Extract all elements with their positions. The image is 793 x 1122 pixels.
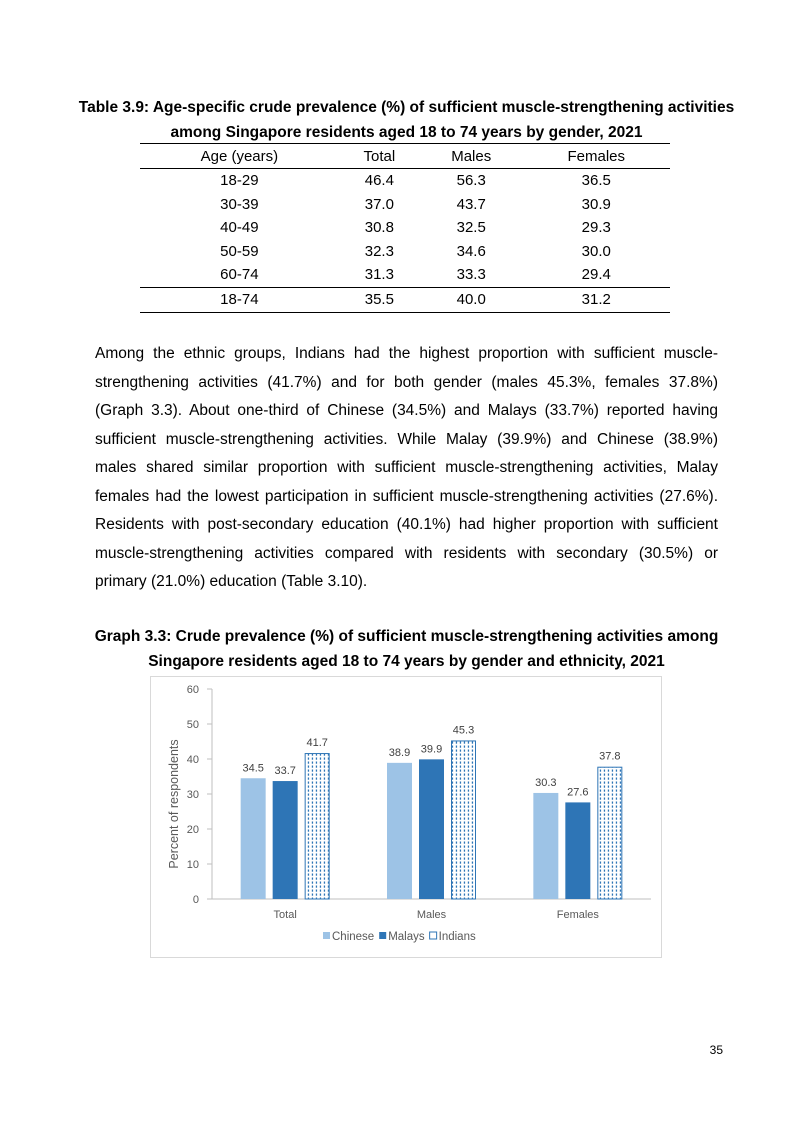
graph-title: Graph 3.3: Crude prevalence (%) of sufficient muscle-strengthening activities among Singapore residents aged 18 to 74 years by gender and ethnicity, 2021 — [94, 628, 719, 670]
data-label: 41.7 — [306, 737, 328, 750]
cell-males: 34.6 — [456, 242, 486, 260]
legend-label-malays: Malays — [388, 931, 425, 943]
cell-males: 40.0 — [456, 291, 486, 308]
cell-age: 30-39 — [220, 195, 259, 213]
y-tick-label: 40 — [186, 754, 199, 766]
header-total: Total — [363, 147, 396, 165]
x-tick-label: Males — [416, 909, 447, 921]
legend-label-indians: Indians — [438, 931, 476, 943]
bar-malays — [273, 781, 298, 899]
page-number: 35 — [709, 1043, 723, 1057]
data-label: 27.6 — [567, 786, 589, 799]
cell-males: 32.5 — [456, 219, 486, 237]
cell-females: 31.2 — [581, 291, 611, 308]
cell-total: 32.3 — [364, 242, 394, 260]
table-header-row — [140, 144, 670, 169]
cell-age: 18-29 — [220, 172, 259, 190]
data-label: 33.7 — [274, 765, 296, 778]
prevalence-table — [140, 143, 670, 313]
cell-total: 37.0 — [364, 195, 394, 213]
bar-chinese — [533, 793, 558, 899]
data-label: 45.3 — [452, 724, 475, 737]
cell-age: 60-74 — [220, 266, 259, 284]
cell-age: 40-49 — [220, 219, 259, 237]
legend-label-chinese: Chinese — [332, 931, 375, 943]
cell-males: 33.3 — [456, 266, 486, 284]
y-tick-label: 20 — [186, 824, 199, 836]
cell-females: 30.9 — [581, 195, 611, 213]
cell-total: 31.3 — [364, 266, 394, 284]
table-title: Table 3.9: Age-specific crude prevalence (%) of sufficient muscle-strengthening activities among Singapore residents aged 18 to 74 years by gender, 2021 — [78, 99, 735, 141]
y-tick-label: 10 — [186, 859, 199, 871]
y-tick-label: 30 — [186, 789, 199, 801]
bar-indians — [598, 767, 622, 899]
data-label: 34.5 — [242, 762, 264, 775]
bar-indians — [305, 754, 329, 899]
cell-females: 29.4 — [581, 266, 611, 284]
bar-chart — [150, 676, 662, 958]
body-paragraph: Among the ethnic groups, Indians had the highest proportion with sufficient muscle-strengthening activities (41.7%) and for both gender (males 45.3%, females 37.8%) (Graph 3.3). About one-third of Chinese (34.5%) and Malays (33.7%) reported having sufficient muscle-strengthening activities. While Malay (39.9%) and Chinese (38.9%) males shared similar proportion with sufficient muscle-strengthening activities, Malay females had the lowest participation in sufficient muscle-strengthening activities (27.6%). Residents with post-secondary education (40.1%) had higher proportion with sufficient muscle-strengthening activities compared with residents with secondary (30.5%) or primary (21.0%) education (Table 3.10). — [95, 345, 718, 590]
cell-age: 50-59 — [220, 242, 259, 260]
y-axis-label: Percent of respondents — [167, 739, 181, 869]
cell-age: 18-74 — [220, 291, 259, 308]
table-row — [140, 216, 670, 240]
legend-swatch-indians — [430, 932, 437, 939]
table-row — [140, 193, 670, 217]
bar-chart-svg — [151, 677, 661, 957]
header-females: Females — [567, 147, 626, 165]
header-males: Males — [451, 147, 492, 165]
bar-chinese — [387, 763, 412, 899]
y-tick-label: 60 — [186, 684, 199, 696]
cell-females: 30.0 — [581, 242, 611, 260]
y-tick-label: 0 — [192, 894, 199, 906]
cell-males: 43.7 — [456, 195, 486, 213]
table-row — [140, 169, 670, 193]
data-label: 37.8 — [599, 750, 621, 763]
bar-chinese — [241, 778, 266, 899]
bar-indians — [452, 741, 476, 899]
table-row — [140, 240, 670, 264]
y-tick-label: 50 — [186, 719, 199, 731]
bar-malays — [565, 802, 590, 899]
x-tick-label: Females — [556, 909, 599, 921]
bar-malays — [419, 759, 444, 899]
data-label: 30.3 — [535, 776, 557, 789]
data-label: 38.9 — [388, 746, 411, 759]
cell-total: 46.4 — [364, 172, 394, 190]
header-age: Age (years) — [200, 147, 279, 165]
table-total-row — [140, 287, 670, 312]
cell-females: 36.5 — [581, 172, 611, 190]
data-label: 39.9 — [420, 743, 443, 756]
cell-total: 30.8 — [364, 219, 394, 237]
table-row — [140, 263, 670, 287]
legend-swatch-malays — [379, 932, 386, 939]
cell-males: 56.3 — [456, 172, 486, 190]
cell-females: 29.3 — [581, 219, 611, 237]
legend-swatch-chinese — [323, 932, 330, 939]
x-tick-label: Total — [273, 909, 297, 921]
cell-total: 35.5 — [364, 291, 394, 308]
